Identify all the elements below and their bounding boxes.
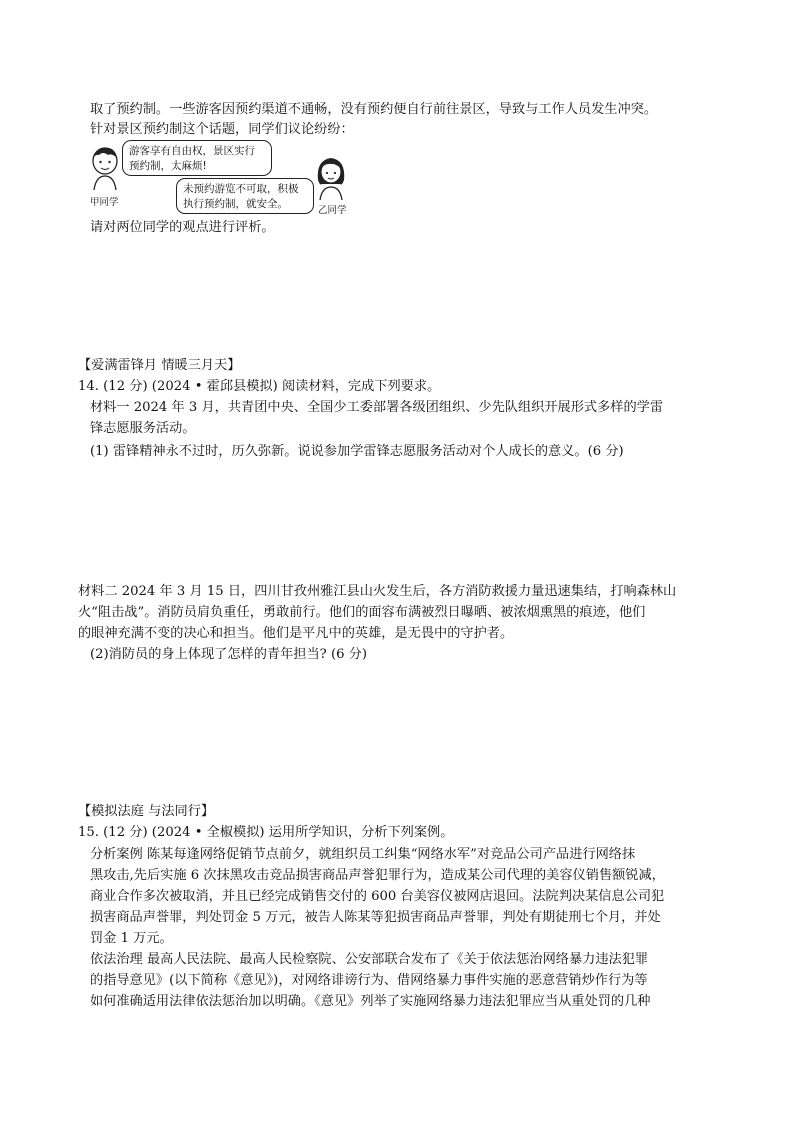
q15-case-line-1: 分析案例 陈某每逢网络促销节点前夕，就组织员工纠集“网络水军”对竞品公司产品进行网络抹	[90, 847, 636, 862]
q14-material-2-line-1: 材料二 2024 年 3 月 15 日，四川甘孜州雅江县山火发生后，各方消防救援力量迅速集结，打响森林山	[78, 584, 677, 599]
question-14: 14. (12 分) (2024 • 霍邱县模拟) 阅读材料，完成下列要求。	[78, 379, 441, 394]
q13-task: 请对两位同学的观点进行评析。	[90, 220, 275, 235]
student-b-speech: 未预约游览不可取，积极执行预约制，就安全。	[183, 183, 299, 210]
q15-case-line-3: 商业合作多次被取消，并且已经完成销售交付的 600 台美容仪被网店退回。法院判决某信息公司犯	[90, 889, 665, 904]
q14-material-1-line-2: 锋志愿服务活动。	[90, 421, 196, 436]
q15-case-line-2: 黑攻击,先后实施 6 次抹黑攻击竞品损害商品声誉犯罪行为，造成某公司代理的美容仪销售额锐减，	[90, 868, 665, 883]
q15-law-line-1: 依法治理 最高人民法院、最高人民检察院、公安部联合发布了《关于依法惩治网络暴力违法犯罪	[90, 952, 649, 967]
q15-law-line-3: 如何准确适用法律依法惩治加以明确。《意见》列举了实施网络暴力违法犯罪应当从重处罚的几种	[90, 994, 651, 1009]
student-a-speech-bubble	[122, 140, 272, 176]
girl-student-icon	[314, 154, 348, 200]
q14-sub-question-2: (2)消防员的身上体现了怎样的青年担当? (6 分)	[90, 647, 368, 662]
student-a-speech: 游客享有自由权，景区实行预约制，太麻烦!	[129, 145, 255, 172]
intro-line-1: 取了预约制。一些游客因预约渠道不通畅，没有预约便自行前往景区，导致与工作人员发生冲突。	[90, 102, 658, 117]
q14-sub-question-1: (1) 雷锋精神永不过时，历久弥新。说说参加学雷锋志愿服务活动对个人成长的意义。(6 分)	[90, 444, 624, 459]
discussion-illustration	[88, 140, 358, 216]
q14-material-2-line-2: 火“阻击战”。消防员肩负重任，勇敢前行。他们的面容布满被烈日曝晒、被浓烟熏黑的痕迹，他们	[78, 605, 646, 620]
section-15-heading: 【模拟法庭 与法同行】	[78, 804, 215, 819]
q15-case-line-4: 损害商品声誉罪，判处罚金 5 万元，被告人陈某等犯损害商品声誉罪，判处有期徒刑七个月，并处	[90, 910, 661, 925]
q14-material-1-line-1: 材料一 2024 年 3 月，共青团中央、全国少工委部署各级团组织、少先队组织开展形式多样的学雷	[90, 400, 664, 415]
student-b-name: 乙同学	[318, 205, 347, 216]
intro-line-2: 针对景区预约制这个话题，同学们议论纷纷：	[90, 122, 354, 137]
student-b-speech-bubble	[176, 178, 314, 214]
question-15: 15. (12 分) (2024 • 全椒模拟) 运用所学知识，分析下列案例。	[78, 825, 454, 840]
q15-law-line-2: 的指导意见》(以下简称《意见》)，对网络诽谤行为、借网络暴力事件实施的恶意营销炒作行为等	[90, 973, 648, 988]
q14-material-2-line-3: 的眼神充满不变的决心和担当。他们是平凡中的英雄，是无畏中的守护者。	[78, 626, 514, 641]
q15-case-line-5: 罚金 1 万元。	[90, 931, 173, 946]
section-14-heading: 【爱满雷锋月 情暖三月天】	[78, 358, 241, 373]
student-a-name: 甲同学	[90, 197, 119, 208]
boy-student-icon	[88, 146, 122, 190]
